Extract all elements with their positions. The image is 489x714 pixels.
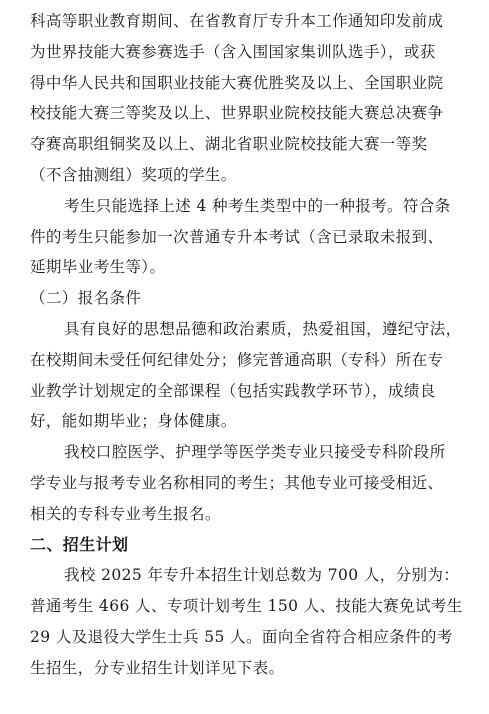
text-line: 好，能如期毕业；身体健康。 — [30, 412, 237, 431]
text-line: 相关的专科专业考生报名。 — [30, 504, 221, 523]
text-line: 延期毕业考生等）。 — [30, 258, 166, 277]
text-line: 学专业与报考专业名称相同的考生；其他专业可接受相近、 — [30, 473, 444, 492]
paragraph-start-line: 考生只能选择上述 4 种考生类型中的一种报考。符合条 — [64, 196, 451, 215]
paragraph-start-line: 我校口腔医学、护理学等医学类专业只接受专科阶段所 — [64, 443, 446, 462]
text-line: 校技能大赛三等奖及以上、世界职业院校技能大赛总决赛争 — [30, 104, 444, 123]
text-line: 得中华人民共和国职业技能大赛优胜奖及以上、全国职业院 — [30, 73, 444, 92]
text-line: 科高等职业教育期间、在省教育厅专升本工作通知印发前成 — [30, 12, 444, 30]
text-line: 夺赛高职组铜奖及以上、湖北省职业院校技能大赛一等奖 — [30, 135, 428, 154]
text-line: （不含抽测组）奖项的学生。 — [30, 165, 237, 184]
text-line: 件的考生只能参加一次普通专升本考试（含已录取未报到、 — [30, 227, 444, 246]
paragraph-start-line: 我校 2025 年专升本招生计划总数为 700 人，分别为： — [64, 566, 460, 585]
text-line: 为世界技能大赛参赛选手（含入围国家集训队选手），或获 — [30, 42, 436, 61]
text-line: 生招生，分专业招生计划详见下表。 — [30, 658, 285, 677]
section-subheading: （二）报名条件 — [30, 289, 142, 308]
paragraph-start-line: 具有良好的思想品德和政治素质，热爱祖国，遵纪守法， — [64, 319, 462, 338]
text-line: 业教学计划规定的全部课程（包括实践教学环节），成绩良 — [30, 381, 436, 400]
text-line: 普通考生 466 人、专项计划考生 150 人、技能大赛免试考生 — [30, 597, 463, 616]
section-heading: 二、招生计划 — [30, 534, 129, 554]
text-line: 在校期间未受任何纪律处分；修完普通高职（专科）所在专 — [30, 350, 444, 369]
text-line: 29 人及退役大学生士兵 55 人。面向全省符合相应条件的考 — [30, 627, 453, 646]
